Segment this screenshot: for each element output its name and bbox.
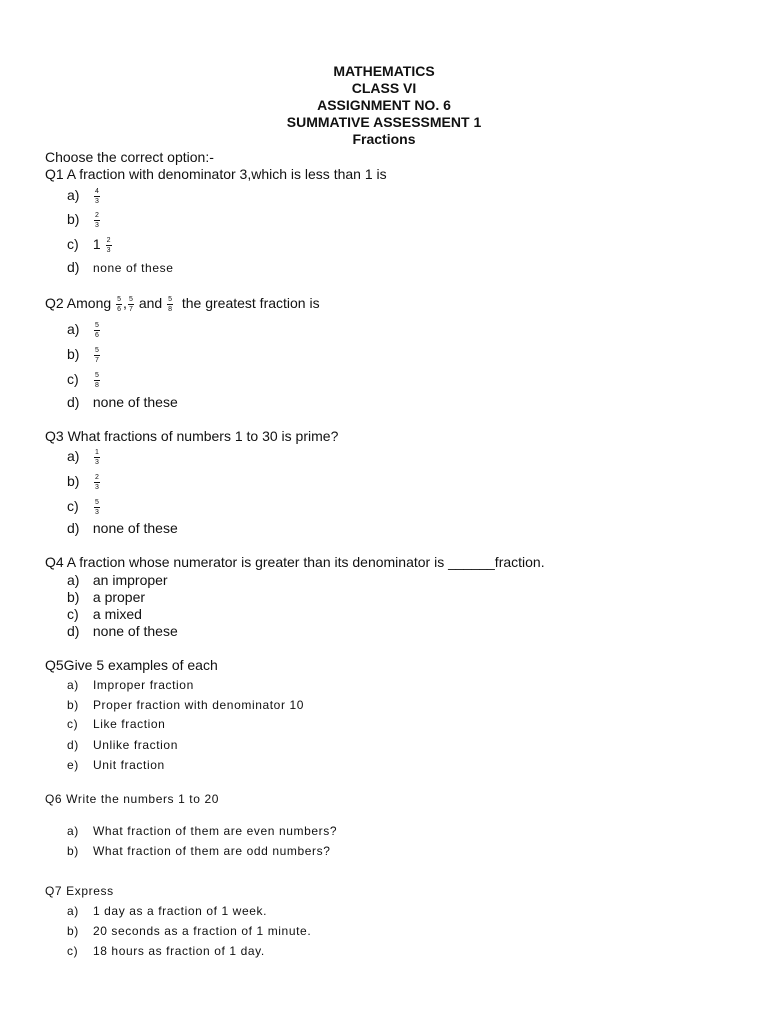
class-title: CLASS VI	[351, 80, 417, 96]
q5-question: Q5Give 5 examples of each	[45, 657, 218, 673]
q6-option-a	[67, 823, 337, 840]
option-label: c)	[67, 371, 79, 387]
option-text: Unit fraction	[92, 758, 165, 772]
q6-question: Q6 Write the numbers 1 to 20	[45, 792, 219, 806]
q5-option-b	[67, 697, 304, 714]
q2-option-c	[67, 371, 101, 389]
option-text: none of these	[92, 623, 178, 639]
q4-question: Q4 A fraction whose numerator is greater than its denominator is ______fraction.	[45, 554, 545, 570]
fraction: $\frac{2}{3}$	[94, 211, 99, 229]
fraction: $\frac{1}{3}$	[94, 448, 99, 466]
fraction: $\frac{5}{6}$	[117, 295, 121, 313]
fraction: $\frac{2}{3}$	[94, 473, 99, 491]
q2-option-d	[67, 394, 178, 411]
option-text: What fraction of them are even numbers?	[92, 824, 338, 838]
fraction: $\frac{5}{8}$	[94, 371, 99, 389]
option-text: Like fraction	[92, 717, 166, 731]
option-text: What fraction of them are odd numbers?	[92, 844, 331, 858]
fraction: $\frac{4}{3}$	[94, 187, 99, 205]
fraction: $\frac{5}{8}$	[168, 295, 173, 313]
option-text: Unlike fraction	[92, 738, 178, 752]
q7-option-b	[67, 923, 311, 940]
option-label: a)	[67, 187, 80, 203]
option-text: none of these	[92, 520, 178, 536]
option-text: 18 hours as fraction of 1 day.	[92, 944, 265, 958]
option-label: b)	[67, 473, 80, 489]
topic-title: Fractions	[352, 131, 416, 147]
assignment-title: ASSIGNMENT NO. 6	[317, 97, 451, 113]
option-label: a)	[67, 678, 79, 692]
option-label: c)	[67, 717, 79, 731]
q3-option-b	[67, 473, 101, 491]
q6-option-b	[67, 843, 331, 860]
option-label: b)	[67, 211, 80, 227]
option-label: d)	[67, 259, 80, 275]
q1-option-a	[67, 187, 101, 205]
option-text: 1 day as a fraction of 1 week.	[92, 904, 268, 918]
option-text: an improper	[92, 572, 168, 588]
q5-option-c	[67, 716, 165, 733]
fraction: $\frac{5}{3}$	[94, 498, 99, 516]
option-label: c)	[67, 498, 79, 514]
q1-option-b	[67, 211, 101, 229]
option-text: Improper fraction	[92, 678, 194, 692]
q2-question: Q2 Among $\frac{5}{6}$ , $\frac{5}{7}$ and $\frac{5}{8}$ the greatest fraction is	[45, 295, 320, 313]
q2-option-a	[67, 321, 101, 339]
option-text: a proper	[92, 589, 146, 605]
option-label: a)	[67, 321, 80, 337]
q4-option-a	[67, 572, 168, 589]
option-text: none of these	[92, 261, 174, 275]
option-label: b)	[67, 589, 80, 605]
q4-option-b	[67, 589, 145, 606]
q3-question: Q3 What fractions of numbers 1 to 30 is prime?	[45, 428, 339, 444]
q1-option-c	[67, 236, 113, 254]
option-label: d)	[67, 394, 80, 410]
q5-option-a	[67, 677, 194, 694]
q3-option-c	[67, 498, 101, 516]
option-label: b)	[67, 844, 79, 858]
q7-option-c	[67, 943, 265, 960]
option-label: a)	[67, 448, 80, 464]
q1-option-d	[67, 259, 173, 277]
q4-option-c	[67, 606, 142, 623]
q3-option-a	[67, 448, 101, 466]
option-text: none of these	[92, 394, 178, 410]
option-label: b)	[67, 698, 79, 712]
option-label: e)	[67, 758, 79, 772]
assessment-title: SUMMATIVE ASSESSMENT 1	[286, 114, 482, 130]
option-text: Proper fraction with denominator 10	[92, 698, 305, 712]
q1-question: Q1 A fraction with denominator 3,which is less than 1 is	[45, 166, 387, 182]
fraction: $\frac{2}{3}$	[106, 236, 111, 254]
q7-option-a	[67, 903, 267, 920]
fraction: $\frac{5}{7}$	[94, 346, 99, 364]
option-label: d)	[67, 623, 80, 639]
option-text: a mixed	[92, 606, 142, 622]
q4-option-d	[67, 623, 178, 640]
option-label: a)	[67, 824, 79, 838]
q7-question: Q7 Express	[45, 884, 114, 898]
fraction: $\frac{5}{6}$	[94, 321, 99, 339]
q5-option-d	[67, 737, 178, 754]
option-label: c)	[67, 606, 79, 622]
option-label: d)	[67, 520, 80, 536]
option-label: d)	[67, 738, 79, 752]
instruction: Choose the correct option:-	[45, 149, 214, 165]
page-header	[0, 63, 768, 148]
option-label: a)	[67, 904, 79, 918]
q5-option-e	[67, 757, 165, 774]
subject-title: MATHEMATICS	[333, 63, 435, 79]
q2-option-b	[67, 346, 101, 364]
option-text: 20 seconds as a fraction of 1 minute.	[92, 924, 312, 938]
option-label: c)	[67, 944, 79, 958]
fraction: $\frac{5}{7}$	[128, 295, 133, 313]
q3-option-d	[67, 520, 178, 537]
option-label: c)	[67, 236, 79, 252]
option-label: a)	[67, 572, 80, 588]
whole-number: 1	[92, 236, 101, 252]
option-label: b)	[67, 346, 80, 362]
option-label: b)	[67, 924, 79, 938]
